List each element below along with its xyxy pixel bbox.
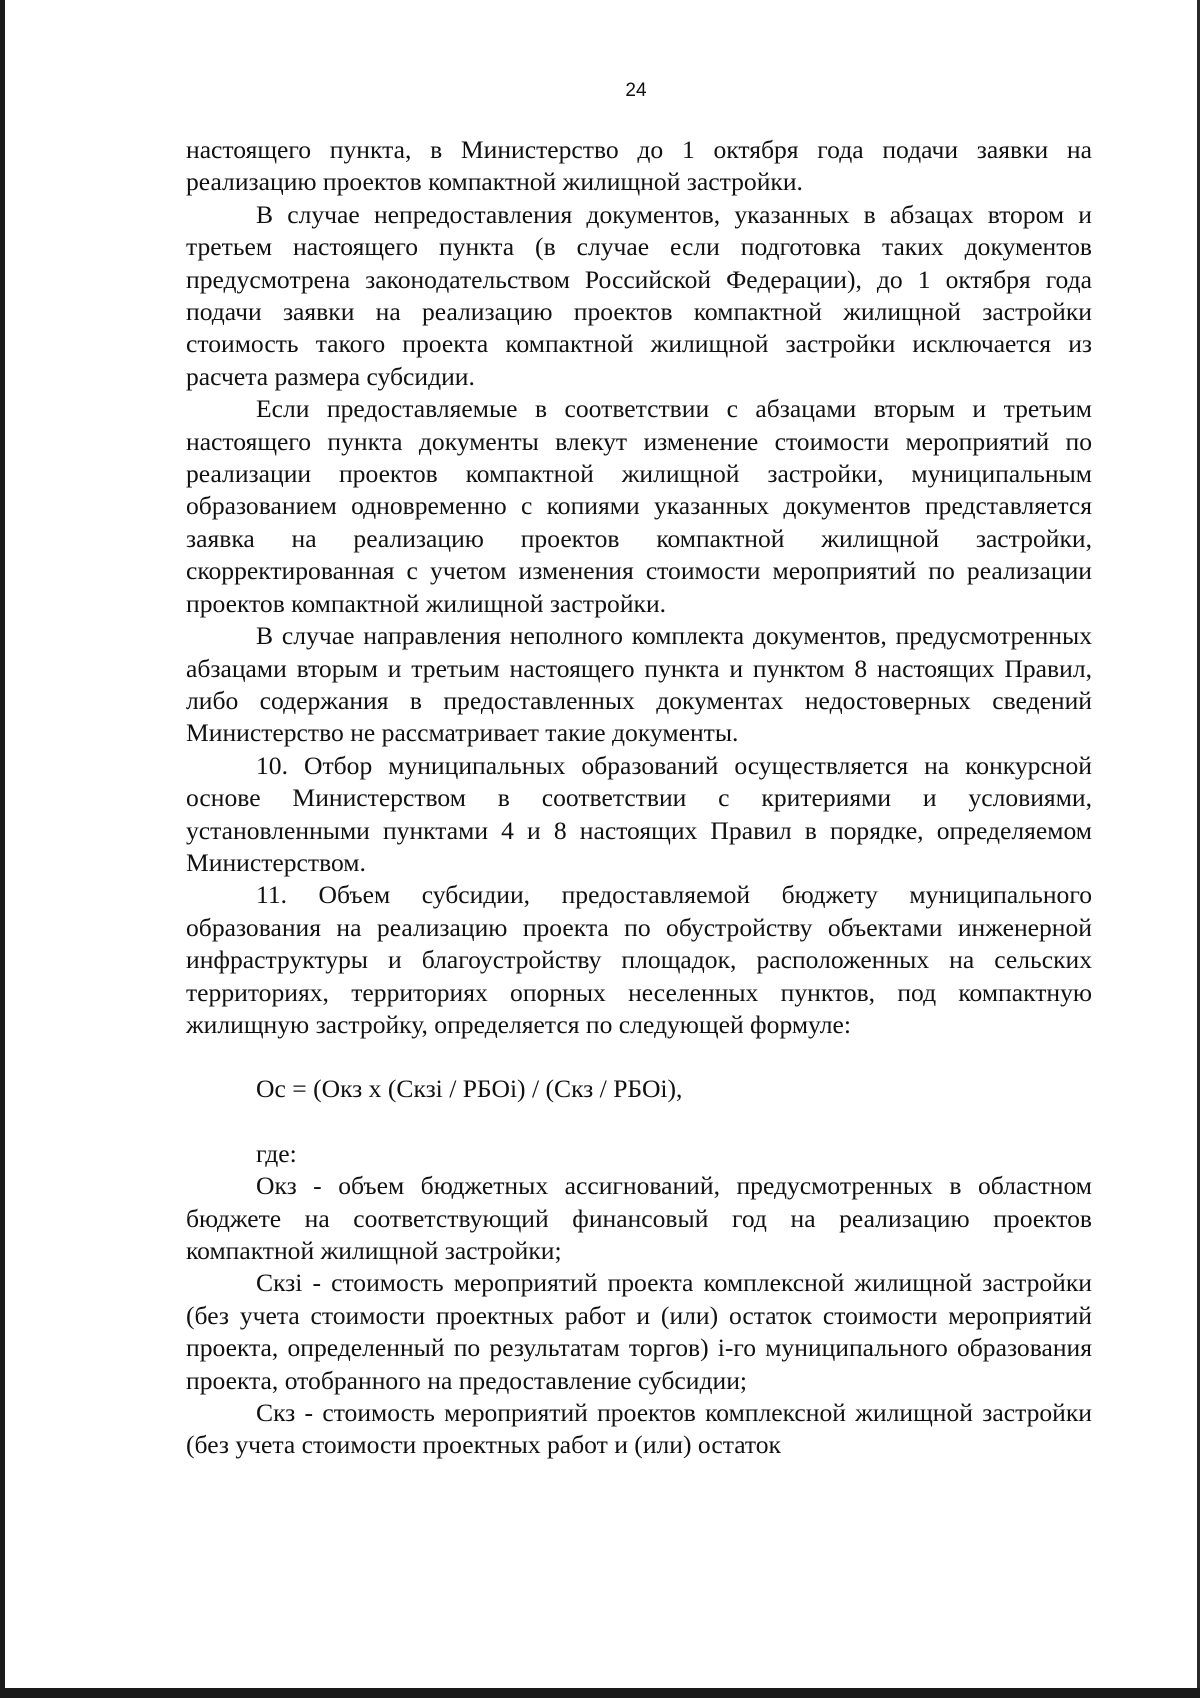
definition-skz: Скз - стоимость мероприятий проектов комплексной жилищной застройки (без учета стоимости проектных работ и (или) остаток bbox=[186, 1398, 1092, 1460]
scan-edge-bottom bbox=[0, 1688, 1200, 1698]
paragraph-non-submission: В случае непредоставления документов, указанных в абзацах втором и третьем настоящего пункта (в случае если подготовка таких документов предусмотрена законодательством Российской Федерации), до 1 октября года подачи заявки на реализацию проектов компактной жилищной застройки стоимость такого проекта компактной жилищной застройки исключается из расчета размера субсидии. bbox=[186, 199, 1092, 391]
page-number: 24 bbox=[625, 80, 647, 101]
paragraph-cost-change: Если предоставляемые в соответствии с абзацами вторым и третьим настоящего пункта документы влекут изменение стоимости мероприятий по реализации проектов компактной жилищной застройки, муниципальным образованием одновременно с копиями указанных документов представляется заявка на реализацию проектов компактной жилищной застройки, скорректированная с учетом изменения стоимости мероприятий по реализации проектов компактной жилищной застройки. bbox=[186, 394, 1092, 618]
paragraph-item-10: 10. Отбор муниципальных образований осуществляется на конкурсной основе Министерством в соответствии с критериями и условиями, установленными пунктами 4 и 8 настоящих Правил в порядке, определяемом Министерством. bbox=[186, 750, 1092, 877]
definition-okz: Окз - объем бюджетных ассигнований, предусмотренных в областном бюджете на соответствующий финансовый год на реализацию проектов компактной жилищной застройки; bbox=[186, 1171, 1092, 1265]
document-body bbox=[186, 134, 1092, 1462]
paragraph-incomplete-set: В случае направления неполного комплекта документов, предусмотренных абзацами вторым и третьим настоящего пункта и пунктом 8 настоящих Правил, либо содержания в предоставленных документах недостоверных сведений Министерство не рассматривает такие документы. bbox=[186, 621, 1092, 748]
subsidy-formula: Ос = (Окз х (Скзi / РБОi) / (Скз / РБОi), bbox=[256, 1074, 683, 1104]
scan-edge-left bbox=[0, 0, 5, 1698]
definition-skzi: Скзi - стоимость мероприятий проекта комплексной жилищной застройки (без учета стоимости проектных работ и (или) остаток стоимости мероприятий проекта, определенный по результатам торгов) i-го муниципального образования проекта, отобранного на предоставление субсидии; bbox=[186, 1268, 1092, 1395]
where-label: где: bbox=[256, 1138, 297, 1168]
paragraph-item-11: 11. Объем субсидии, предоставляемой бюджету муниципального образования на реализацию проекта по обустройству объектами инженерной инфраструктуры и благоустройству площадок, расположенных на сельских территориях, территориях опорных неселенных пунктов, под компактную жилищную застройку, определяется по следующей формуле: bbox=[186, 880, 1092, 1039]
paragraph-continuation: настоящего пункта, в Министерство до 1 октября года подачи заявки на реализацию проектов компактной жилищной застройки. bbox=[186, 135, 1092, 197]
